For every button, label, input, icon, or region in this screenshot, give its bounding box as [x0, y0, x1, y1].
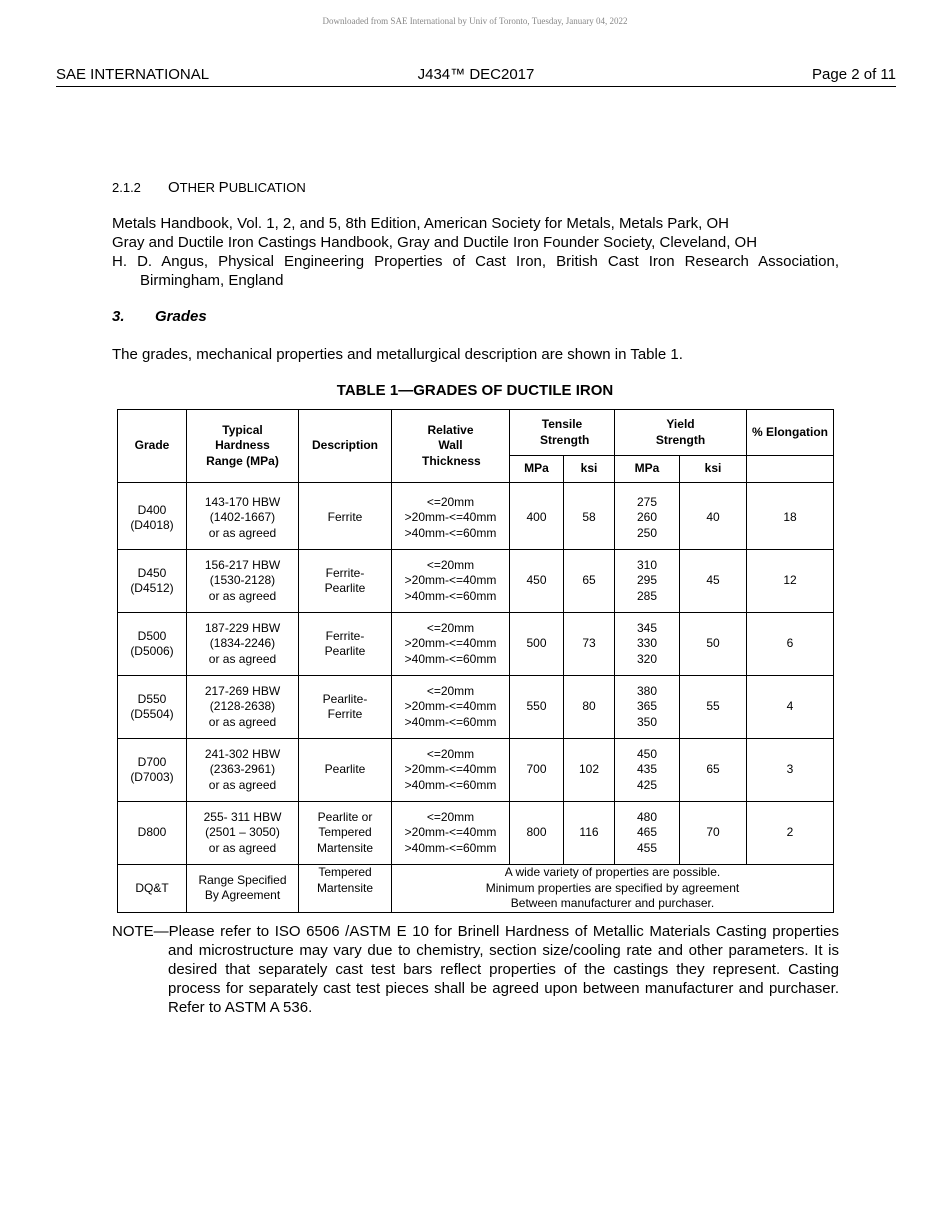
reference-item: H. D. Angus, Physical Engineering Properties of Cast Iron, British Cast Iron Research Association, Birmingham, England — [112, 253, 839, 289]
cell-yield-ksi: 45 — [680, 550, 747, 613]
section-title: Grades — [155, 308, 207, 325]
cell-tensile-ksi: 80 — [564, 676, 615, 739]
header-tensile-ksi: ksi — [564, 456, 615, 483]
header-hardness: Typical Hardness Range (MPa) — [187, 410, 299, 483]
cell-tensile-mpa: 500 — [510, 613, 564, 676]
header-wall-thickness: Relative Wall Thickness — [392, 410, 510, 483]
cell-yield-mpa: 450 435 425 — [615, 739, 680, 802]
cell-hardness: 187-229 HBW (1834-2246) or as agreed — [187, 613, 299, 676]
cell-yield-mpa: 310 295 285 — [615, 550, 680, 613]
cell-yield-mpa: 275 260 250 — [615, 483, 680, 550]
cell-elongation: 12 — [747, 550, 834, 613]
cell-hardness: 217-269 HBW (2128-2638) or as agreed — [187, 676, 299, 739]
cell-grade: D550 (D5504) — [118, 676, 187, 739]
header-page-number: Page 2 of 11 — [812, 66, 896, 83]
cell-grade: D500 (D5006) — [118, 613, 187, 676]
cell-yield-ksi: 40 — [680, 483, 747, 550]
grades-table — [117, 409, 834, 913]
table-row — [118, 802, 834, 865]
cell-grade: D450 (D4512) — [118, 550, 187, 613]
cell-description: Ferrite- Pearlite — [299, 550, 392, 613]
cell-elongation: 18 — [747, 483, 834, 550]
cell-tensile-mpa: 400 — [510, 483, 564, 550]
table-row-dqt — [118, 865, 834, 913]
cell-description: Pearlite- Ferrite — [299, 676, 392, 739]
cell-tensile-mpa: 550 — [510, 676, 564, 739]
cell-description: Ferrite — [299, 483, 392, 550]
cell-hardness: 156-217 HBW (1530-2128) or as agreed — [187, 550, 299, 613]
cell-description: Pearlite — [299, 739, 392, 802]
header-elongation-unit — [747, 456, 834, 483]
table-row — [118, 676, 834, 739]
header-yield-strength: Yield Strength — [615, 410, 747, 456]
section-title: OTHER PUBLICATION — [168, 179, 306, 196]
cell-tensile-ksi: 116 — [564, 802, 615, 865]
page-header — [56, 66, 896, 87]
cell-tensile-ksi: 65 — [564, 550, 615, 613]
grade-rows — [118, 483, 834, 865]
cell-grade: DQ&T — [118, 865, 187, 913]
references-list — [112, 214, 839, 290]
header-grade: Grade — [118, 410, 187, 483]
header-yield-ksi: ksi — [680, 456, 747, 483]
cell-hardness: 241-302 HBW (2363-2961) or as agreed — [187, 739, 299, 802]
cell-yield-ksi: 50 — [680, 613, 747, 676]
cell-wall-thickness: <=20mm >20mm-<=40mm >40mm-<=60mm — [392, 550, 510, 613]
cell-yield-mpa: 345 330 320 — [615, 613, 680, 676]
cell-hardness: 143-170 HBW (1402-1667) or as agreed — [187, 483, 299, 550]
reference-item: Gray and Ductile Iron Castings Handbook, Gray and Ductile Iron Founder Society, Cleveland, OH — [112, 234, 758, 251]
cell-grade: D400 (D4018) — [118, 483, 187, 550]
cell-elongation: 6 — [747, 613, 834, 676]
intro-paragraph: The grades, mechanical properties and metallurgical description are shown in Table 1. — [112, 346, 683, 363]
cell-yield-mpa: 380 365 350 — [615, 676, 680, 739]
cell-wall-thickness: <=20mm >20mm-<=40mm >40mm-<=60mm — [392, 802, 510, 865]
cell-grade: D800 — [118, 802, 187, 865]
cell-tensile-ksi: 58 — [564, 483, 615, 550]
section-number: 3. — [112, 308, 125, 325]
cell-yield-ksi: 55 — [680, 676, 747, 739]
cell-tensile-ksi: 102 — [564, 739, 615, 802]
cell-tensile-mpa: 700 — [510, 739, 564, 802]
cell-wall-thickness: <=20mm >20mm-<=40mm >40mm-<=60mm — [392, 739, 510, 802]
cell-yield-ksi: 70 — [680, 802, 747, 865]
reference-item: Metals Handbook, Vol. 1, 2, and 5, 8th Edition, American Society for Metals, Metals Park, OH — [112, 215, 729, 232]
header-yield-mpa: MPa — [615, 456, 680, 483]
cell-description: Ferrite- Pearlite — [299, 613, 392, 676]
note-text: NOTE—Please refer to ISO 6506 /ASTM E 10 for Brinell Hardness of Metallic Materials Casting properties and microstructure may vary due to chemistry, section size/cooling rate and other parameters. It is desired that separately cast test bars reflect properties of the castings they represent. Casting process for separately cast test pieces shall be agreed upon between manufacturer and purchaser. Refer to ASTM A 536. — [112, 923, 839, 1016]
cell-elongation: 2 — [747, 802, 834, 865]
cell-tensile-mpa: 450 — [510, 550, 564, 613]
cell-elongation: 4 — [747, 676, 834, 739]
cell-wall-thickness: <=20mm >20mm-<=40mm >40mm-<=60mm — [392, 613, 510, 676]
section-number: 2.1.2 — [112, 180, 141, 195]
header-tensile-mpa: MPa — [510, 456, 564, 483]
cell-hardness: 255- 311 HBW (2501 – 3050) or as agreed — [187, 802, 299, 865]
header-tensile-strength: Tensile Strength — [510, 410, 615, 456]
cell-wall-thickness: <=20mm >20mm-<=40mm >40mm-<=60mm — [392, 483, 510, 550]
cell-hardness: Range Specified By Agreement — [187, 865, 299, 913]
header-doc-id: J434™ DEC2017 — [417, 66, 535, 83]
cell-grade: D700 (D7003) — [118, 739, 187, 802]
table-note — [112, 922, 839, 1017]
table-row — [118, 739, 834, 802]
table-row — [118, 483, 834, 550]
cell-description: Pearlite or Tempered Martensite — [299, 802, 392, 865]
download-watermark: Downloaded from SAE International by Univ of Toronto, Tuesday, January 04, 2022 — [322, 16, 628, 26]
cell-wall-thickness: <=20mm >20mm-<=40mm >40mm-<=60mm — [392, 676, 510, 739]
table-row — [118, 613, 834, 676]
header-description: Description — [299, 410, 392, 483]
header-org: SAE INTERNATIONAL — [56, 66, 210, 83]
cell-description: Tempered Martensite — [299, 865, 392, 913]
table-title: TABLE 1—GRADES OF DUCTILE IRON — [336, 382, 614, 399]
cell-tensile-mpa: 800 — [510, 802, 564, 865]
cell-yield-mpa: 480 465 455 — [615, 802, 680, 865]
cell-tensile-ksi: 73 — [564, 613, 615, 676]
table-row — [118, 550, 834, 613]
header-elongation: % Elongation — [747, 410, 834, 456]
cell-elongation: 3 — [747, 739, 834, 802]
section-3-heading — [112, 307, 839, 326]
cell-properties-by-agreement: A wide variety of properties are possible. Minimum properties are specified by agreement Between manufacturer and purchaser. — [392, 865, 834, 913]
section-2-1-2-heading — [112, 178, 839, 197]
cell-yield-ksi: 65 — [680, 739, 747, 802]
